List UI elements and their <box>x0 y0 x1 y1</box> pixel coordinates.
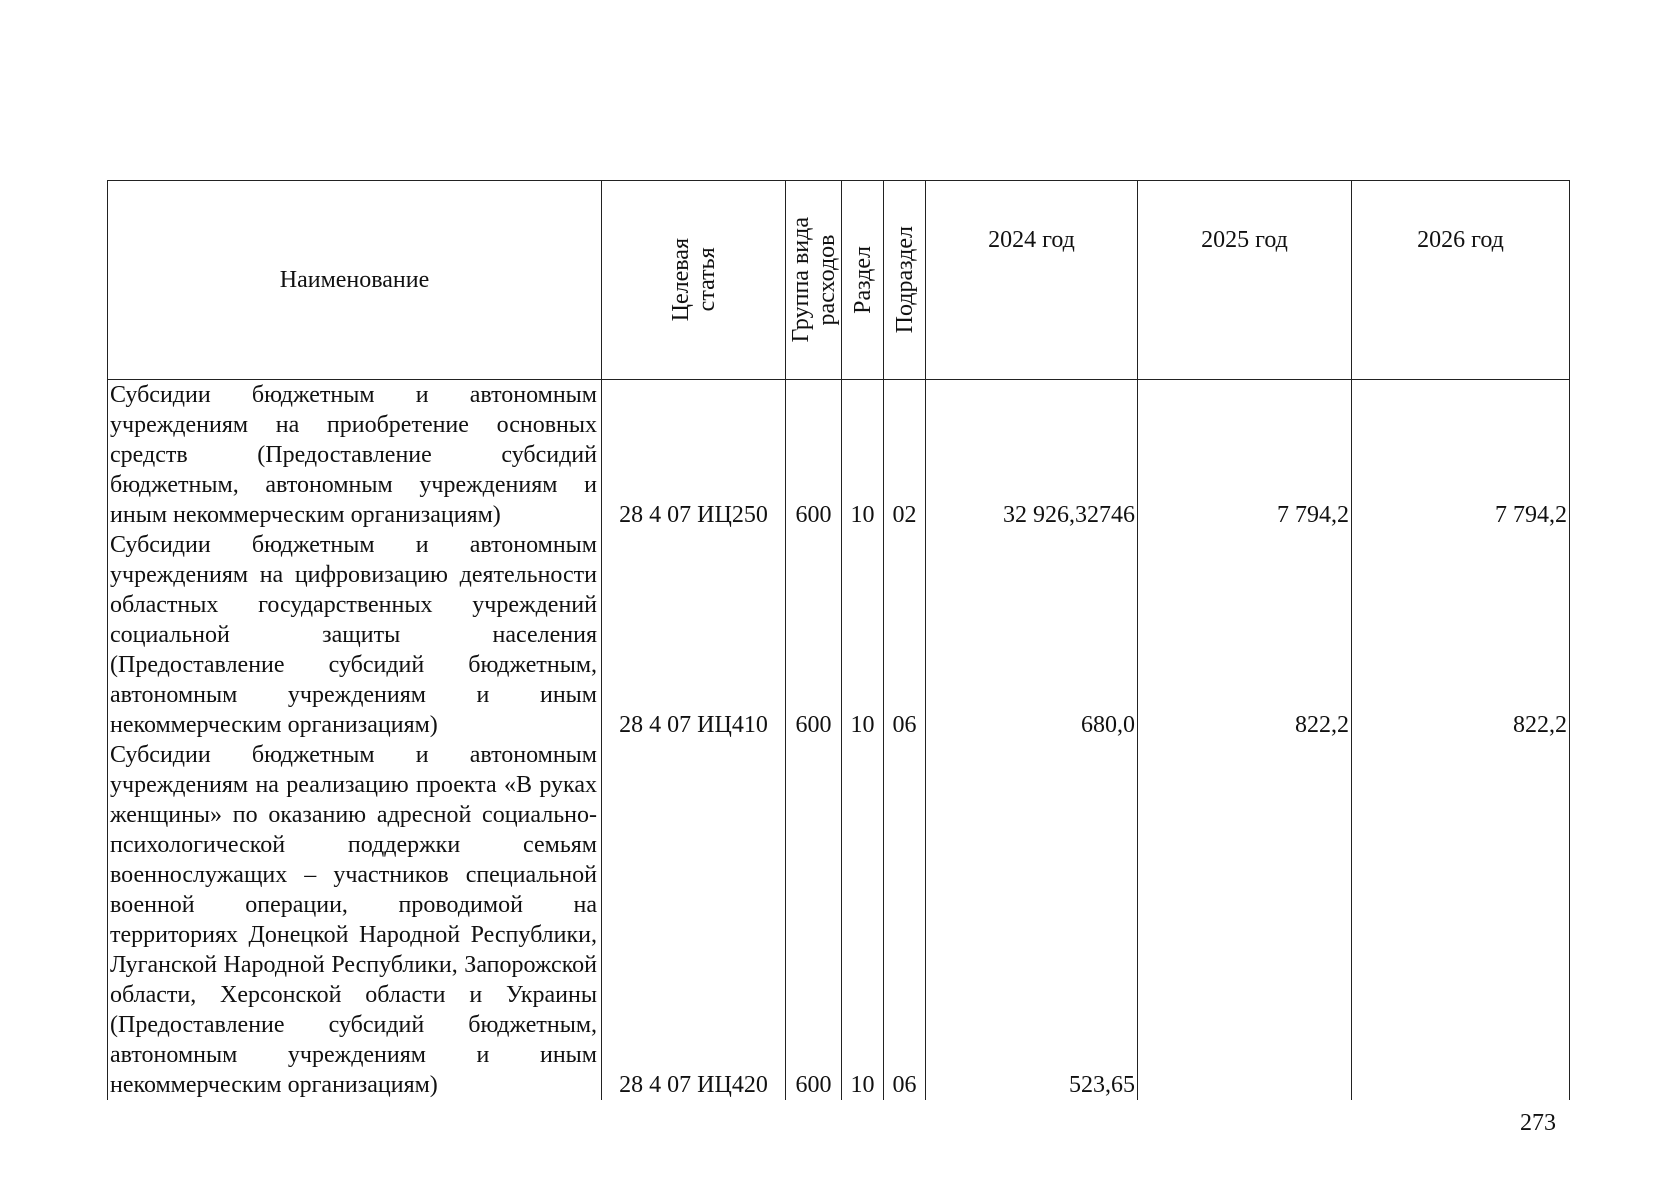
row-subsection: 06 <box>884 530 926 740</box>
row-target-article: 28 4 07 ИЦ250 <box>602 380 786 531</box>
row-value-2026: 7 794,2 <box>1352 380 1570 531</box>
header-target-article: Целевая статья <box>602 181 786 380</box>
row-expense-group: 600 <box>786 380 842 531</box>
budget-table-container <box>107 180 1570 1100</box>
header-2025: 2025 год <box>1138 181 1352 380</box>
row-name: Субсидии бюджетным и автономным учреждениям на приобретение основных средств (Предоставление субсидий бюджетным, автономным учреждениям и иным некоммерческим организациям) <box>108 380 602 531</box>
page-number: 273 <box>1520 1110 1556 1136</box>
row-value-2024: 680,0 <box>926 530 1138 740</box>
budget-table <box>107 180 1570 1100</box>
table-header-row <box>108 181 1570 380</box>
row-target-article: 28 4 07 ИЦ420 <box>602 740 786 1100</box>
row-value-2025: 7 794,2 <box>1138 380 1352 531</box>
row-expense-group: 600 <box>786 740 842 1100</box>
header-name: Наименование <box>108 181 602 380</box>
row-name: Субсидии бюджетным и автономным учреждениям на реализацию проекта «В руках женщины» по оказанию адресной социально-психологической поддержки семьям военнослужащих – участников специальной военной операции, проводимой на территориях Донецкой Народной Республики, Луганской Народной Республики, Запорожской области, Херсонской области и Украины (Предоставление субсидий бюджетным, автономным учреждениям и иным некоммерческим организациям) <box>108 740 602 1100</box>
row-section: 10 <box>842 740 884 1100</box>
header-subsection: Подраздел <box>884 181 926 380</box>
row-value-2024: 32 926,32746 <box>926 380 1138 531</box>
row-section: 10 <box>842 380 884 531</box>
row-expense-group: 600 <box>786 530 842 740</box>
row-value-2025 <box>1138 740 1352 1100</box>
header-expense-group: Группа вида расходов <box>786 181 842 380</box>
table-row <box>108 530 1570 740</box>
table-row <box>108 740 1570 1100</box>
row-subsection: 06 <box>884 740 926 1100</box>
header-2024: 2024 год <box>926 181 1138 380</box>
row-value-2026 <box>1352 740 1570 1100</box>
row-value-2025: 822,2 <box>1138 530 1352 740</box>
row-target-article: 28 4 07 ИЦ410 <box>602 530 786 740</box>
row-value-2026: 822,2 <box>1352 530 1570 740</box>
row-name: Субсидии бюджетным и автономным учреждениям на цифровизацию деятельности областных государственных учреждений социальной защиты населения (Предоставление субсидий бюджетным, автономным учреждениям и иным некоммерческим организациям) <box>108 530 602 740</box>
table-row <box>108 380 1570 531</box>
row-value-2024: 523,65 <box>926 740 1138 1100</box>
header-section: Раздел <box>842 181 884 380</box>
row-section: 10 <box>842 530 884 740</box>
row-subsection: 02 <box>884 380 926 531</box>
header-2026: 2026 год <box>1352 181 1570 380</box>
